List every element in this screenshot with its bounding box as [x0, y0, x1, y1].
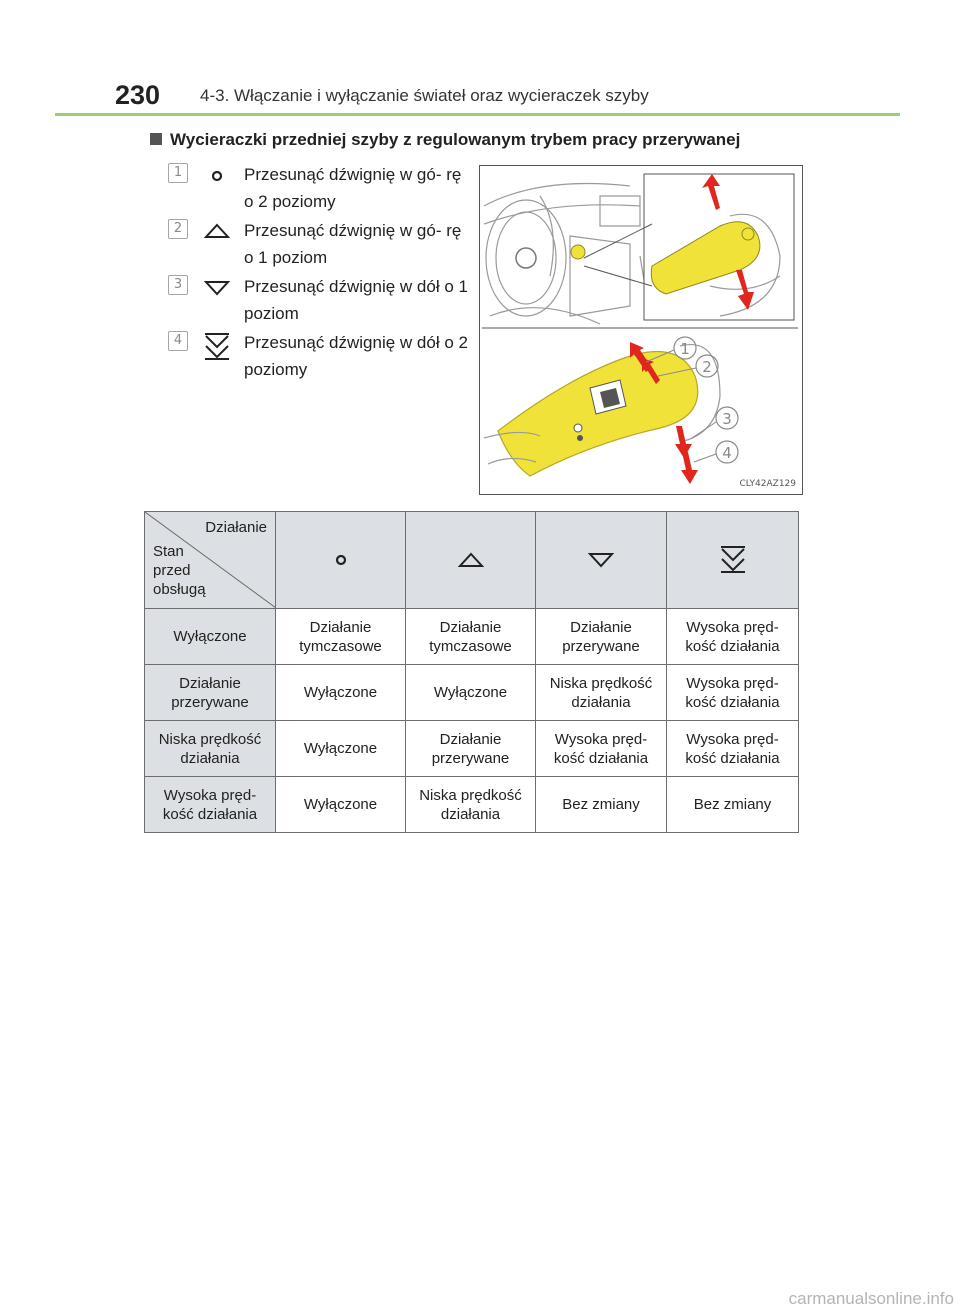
- table-row: [145, 721, 799, 777]
- step-text: Przesunąć dźwignię w dół o 1 poziom: [244, 277, 468, 323]
- header-rule: [55, 113, 900, 116]
- wiper-operation-table: [144, 511, 799, 833]
- table-cell: Wyłączone: [276, 721, 406, 777]
- circle-icon: [326, 544, 356, 576]
- header-up-triangle: [406, 512, 536, 609]
- step-number: 4: [168, 331, 188, 351]
- step-number: 1: [168, 163, 188, 183]
- table-cell: Wyłączone: [406, 665, 536, 721]
- callout-2: 2: [702, 358, 712, 376]
- table-cell: Wyłączone: [276, 777, 406, 833]
- step-text: Przesunąć dźwignię w gó- rę o 2 poziomy: [244, 165, 462, 211]
- subheading-text: Wycieraczki przedniej szyby z regulowanym trybem pracy przerywanej: [170, 130, 741, 149]
- step-number: 3: [168, 275, 188, 295]
- table-cell: Niska prędkość działania: [536, 665, 667, 721]
- step-text: Przesunąć dźwignię w gó- rę o 1 poziom: [244, 221, 462, 267]
- corner-header: [145, 512, 276, 609]
- table-cell: Bez zmiany: [667, 777, 799, 833]
- table-row: [145, 777, 799, 833]
- down-triangle-icon: [202, 275, 232, 307]
- header-double-down-triangle: [667, 512, 799, 609]
- bullet-square-icon: [150, 133, 162, 145]
- callout-3: 3: [722, 410, 732, 428]
- figure-code: CLY42AZ129: [739, 479, 796, 489]
- wiper-lever-illustration: [479, 165, 803, 495]
- table-cell: Bez zmiany: [536, 777, 667, 833]
- page-number: 230: [115, 80, 161, 110]
- corner-action-label: Działanie: [205, 519, 267, 536]
- step-text: Przesunąć dźwignię w dół o 2 poziomy: [244, 333, 468, 379]
- table-cell: Działanie przerywane: [536, 609, 667, 665]
- up-triangle-icon: [456, 544, 486, 576]
- table-row: [145, 609, 799, 665]
- row-state: Działanie przerywane: [145, 665, 276, 721]
- table-cell: Wysoka pręd- kość działania: [667, 609, 799, 665]
- table-header-row: [145, 512, 799, 609]
- row-state: Wysoka pręd- kość działania: [145, 777, 276, 833]
- table-cell: Wysoka pręd- kość działania: [667, 665, 799, 721]
- table-cell: Wyłączone: [276, 665, 406, 721]
- table-cell: Działanie tymczasowe: [276, 609, 406, 665]
- corner-state-label: Stan przed obsługą: [153, 543, 206, 598]
- row-state: Niska prędkość działania: [145, 721, 276, 777]
- double-down-triangle-icon: [718, 544, 748, 576]
- table-cell: Niska prędkość działania: [406, 777, 536, 833]
- table-cell: Wysoka pręd- kość działania: [667, 721, 799, 777]
- callout-1: 1: [680, 340, 690, 358]
- down-triangle-icon: [586, 544, 616, 576]
- up-triangle-icon: [202, 219, 232, 251]
- table-cell: Wysoka pręd- kość działania: [536, 721, 667, 777]
- table-cell: Działanie przerywane: [406, 721, 536, 777]
- row-state: Wyłączone: [145, 609, 276, 665]
- double-down-triangle-icon: [202, 331, 232, 363]
- table-row: [145, 665, 799, 721]
- header-circle: [276, 512, 406, 609]
- circle-icon: [202, 163, 232, 195]
- callout-4: 4: [722, 444, 732, 462]
- watermark: carmanualsonline.info: [788, 1289, 954, 1308]
- illustration-drawing: [480, 166, 802, 494]
- table-cell: Działanie tymczasowe: [406, 609, 536, 665]
- section-title: 4-3. Włączanie i wyłączanie świateł oraz wycieraczek szyby: [200, 86, 649, 105]
- step-number: 2: [168, 219, 188, 239]
- subheading: [150, 130, 740, 150]
- header-down-triangle: [536, 512, 667, 609]
